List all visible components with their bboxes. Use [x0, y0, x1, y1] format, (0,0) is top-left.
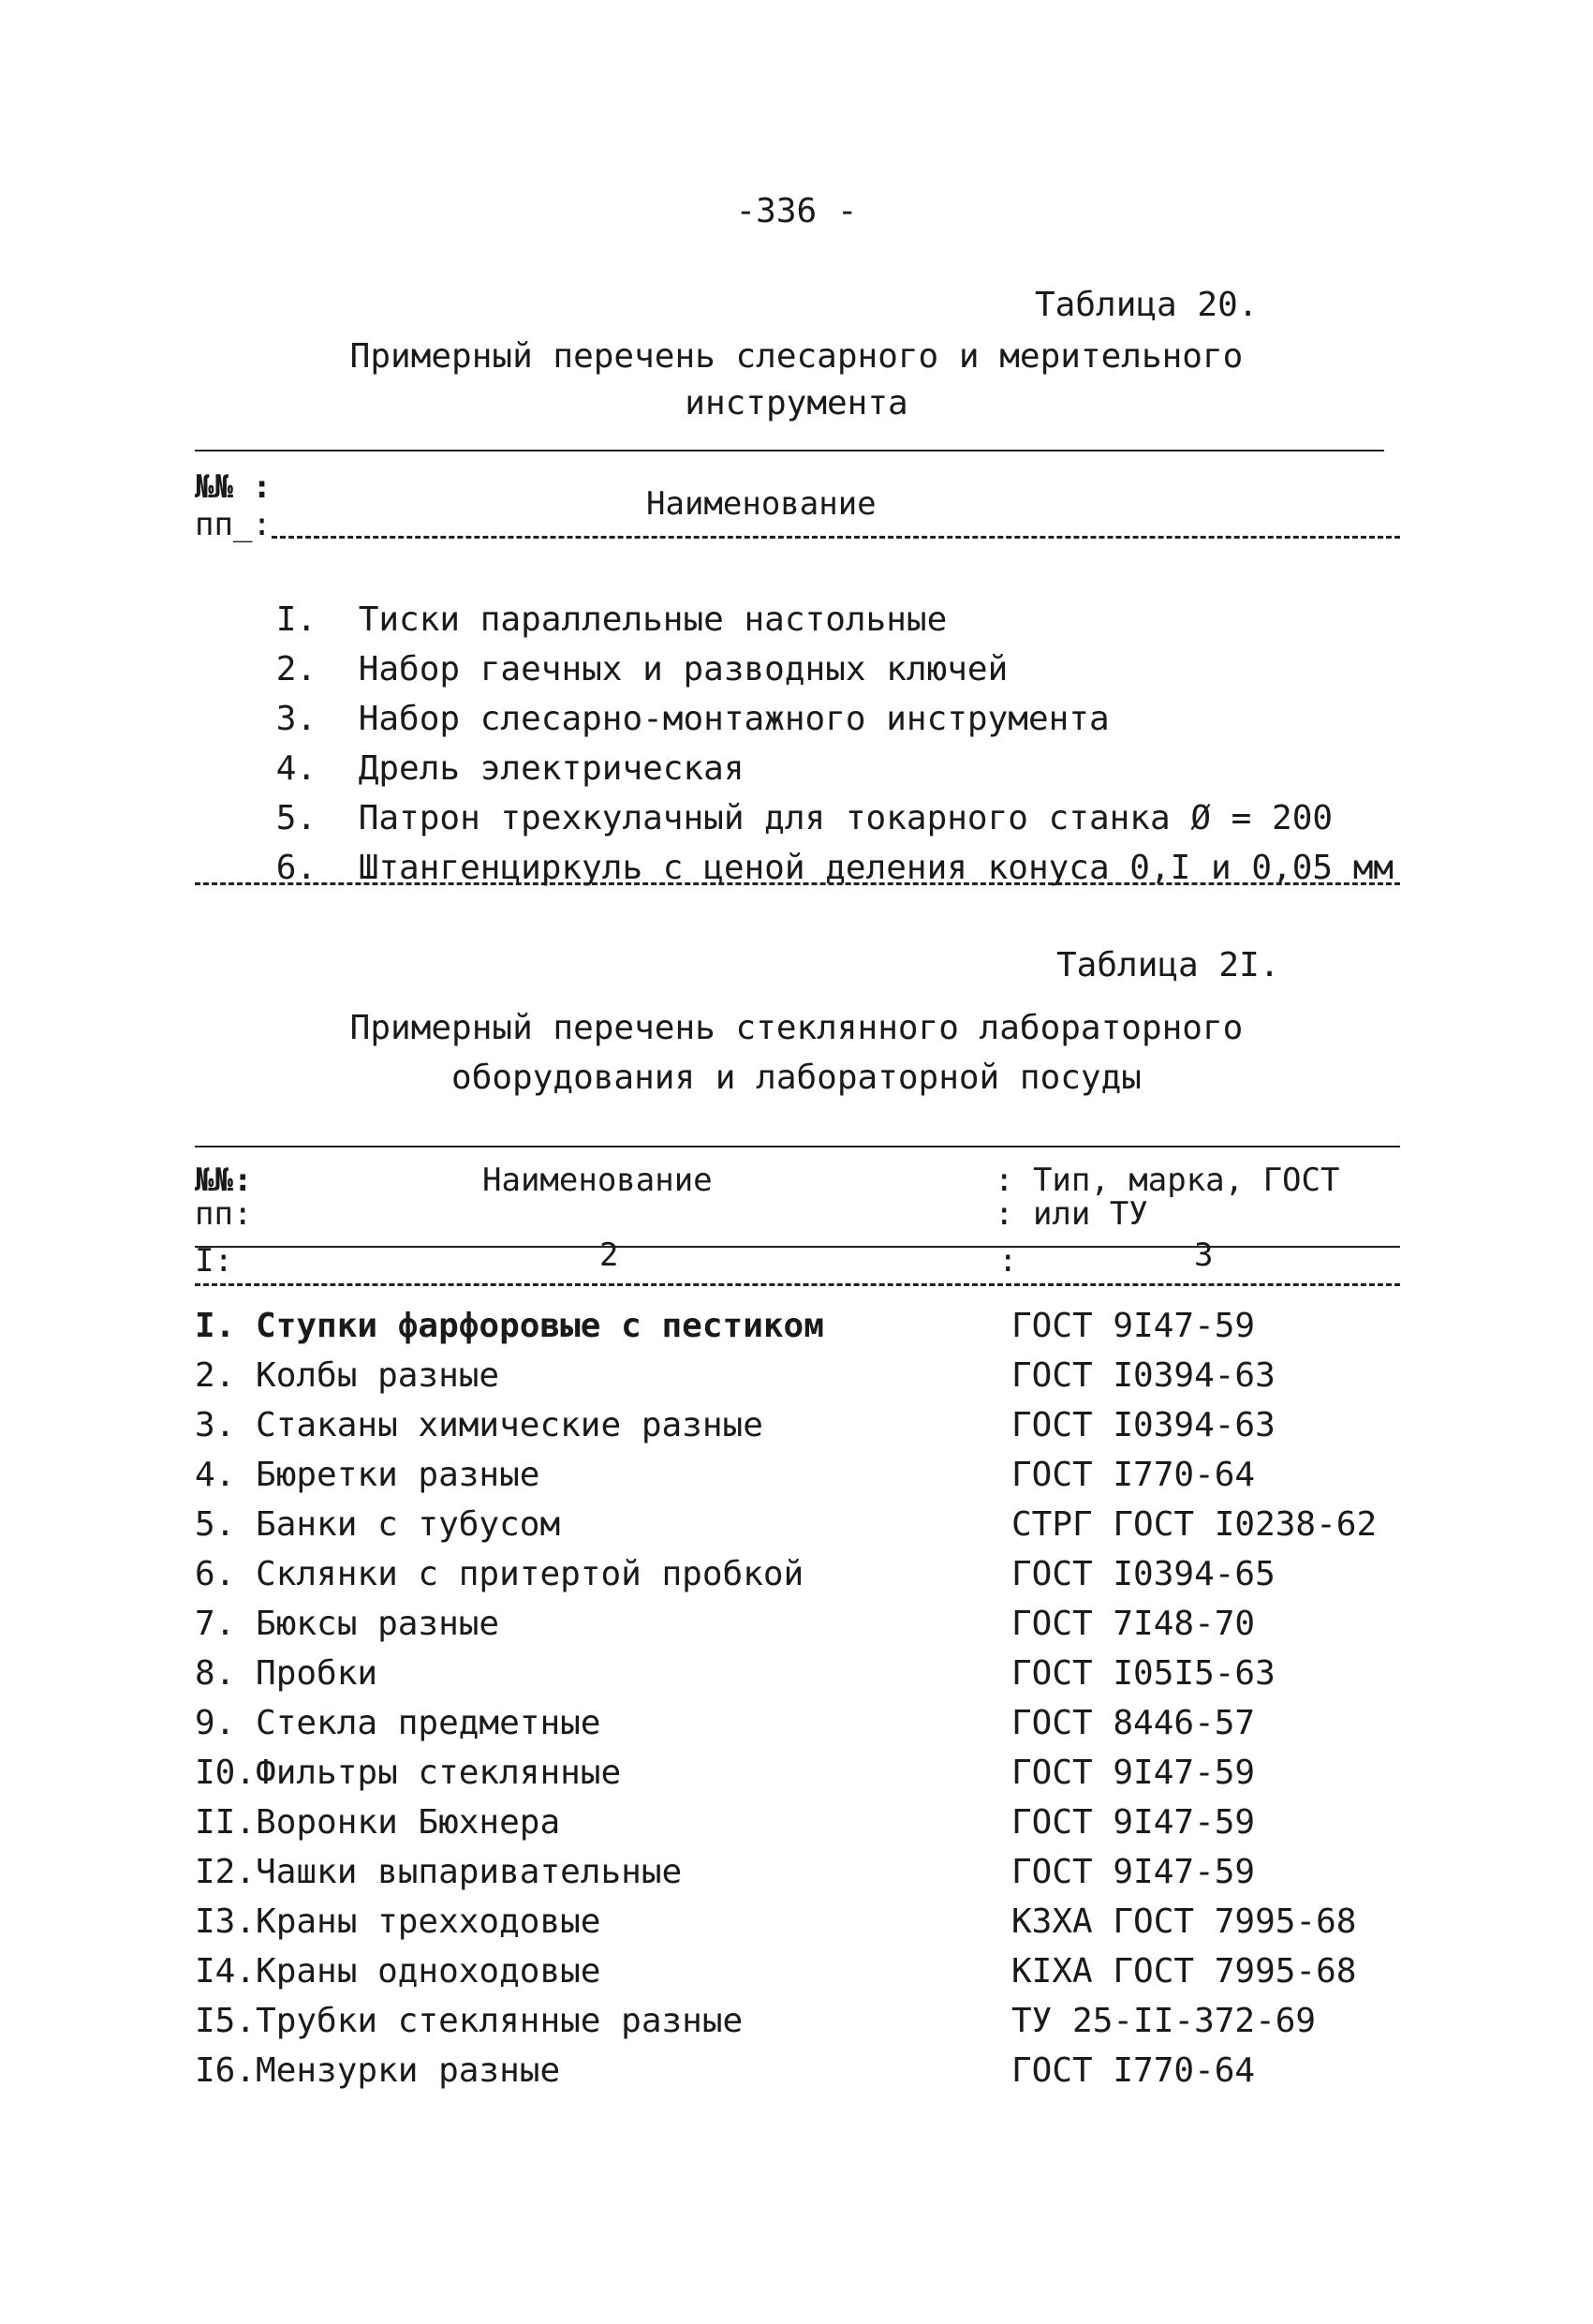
table21-col-separator: :	[998, 1242, 1018, 1280]
row-number: 5.	[275, 799, 317, 837]
table21-row-std: ГОСТ 9I47-59	[1011, 1803, 1256, 1842]
row-name: Дрель электрическая	[358, 749, 745, 788]
row-number: 2.	[275, 650, 317, 688]
table21-header-num-line1: №№:	[195, 1162, 253, 1199]
table21-row-std: ГОСТ I770-64	[1011, 2051, 1256, 2090]
table21-row-std: КЗХА ГОСТ 7995-68	[1011, 1902, 1357, 1941]
table21-col2-label: 2	[599, 1236, 619, 1274]
table21-title-line1: Примерный перечень стеклянного лабораторного	[349, 1009, 1244, 1047]
row-name: Патрон трехкулачный для токарного станка Ø = 200	[358, 799, 1334, 837]
table21-row-std: ГОСТ 9I47-59	[1011, 1853, 1256, 1891]
row-number: 6.	[275, 849, 317, 887]
table20-caption: Таблица 20.	[1035, 286, 1259, 324]
row-name: 8. Пробки	[195, 1654, 378, 1693]
table21-header-num-line2: пп:	[195, 1195, 253, 1233]
row-name: 3. Стаканы химические разные	[195, 1406, 763, 1444]
row-number: 3.	[275, 700, 317, 738]
table20-header-num-line2: пп_:	[195, 506, 272, 543]
row-name: 5. Банки с тубусом	[195, 1505, 561, 1544]
table21-row	[195, 2002, 743, 2040]
table20-row	[195, 810, 1394, 925]
row-name: 9. Стекла предметные	[195, 1704, 601, 1742]
table21-row	[195, 2051, 560, 2090]
table21-row	[195, 1704, 600, 1742]
row-name: Тиски параллельные настольные	[358, 600, 948, 639]
table21-row-std: ГОСТ I05I5-63	[1011, 1654, 1276, 1693]
row-name: I3.Краны трехходовые	[195, 1902, 601, 1941]
row-number: I.	[275, 600, 317, 639]
table21-row-std: ТУ 25-II-372-69	[1011, 2002, 1317, 2040]
row-name: Набор гаечных и разводных ключей	[358, 650, 1009, 688]
table21-row	[195, 1654, 377, 1693]
table21-row-std: ГОСТ I0394-65	[1011, 1555, 1276, 1593]
table20-header-num-line1: №№ :	[195, 468, 272, 506]
table21-header-name: Наименование	[482, 1162, 713, 1199]
table21-row	[195, 1505, 560, 1544]
table21-mid-rule	[195, 1246, 1400, 1248]
table20-top-rule	[195, 450, 1384, 451]
table21-top-rule	[195, 1146, 1400, 1147]
table20-bottom-rule	[195, 882, 1400, 885]
table20-header-rule	[272, 536, 1400, 539]
table21-row-std: ГОСТ I0394-63	[1011, 1356, 1276, 1395]
row-name: I6.Мензурки разные	[195, 2051, 561, 2090]
table21-row	[195, 1456, 539, 1494]
table21-row	[195, 1406, 763, 1444]
table21-header-type-line2: : или ТУ	[995, 1195, 1148, 1233]
table21-header-type-line1: : Тип, марка, ГОСТ	[995, 1162, 1340, 1199]
table21-row	[195, 1356, 499, 1395]
table20-header-name: Наименование	[646, 485, 877, 523]
row-name: I2.Чашки выпаривательные	[195, 1853, 683, 1891]
table21-row	[195, 1555, 804, 1593]
table21-row	[195, 1853, 682, 1891]
table21-row	[195, 1754, 621, 1792]
page-number: -336 -	[735, 192, 858, 230]
row-name: Штангенциркуль с ценой деления конуса 0,I и 0,05 мм	[358, 849, 1394, 887]
table21-caption: Таблица 2I.	[1056, 946, 1280, 984]
table21-row-std: КIХА ГОСТ 7995-68	[1011, 1952, 1357, 1991]
table21-title-line2: оборудования и лабораторной посуды	[451, 1058, 1142, 1097]
row-name: I4.Краны одноходовые	[195, 1952, 601, 1991]
table20-title-line2: инструмента	[685, 384, 908, 422]
row-name: Набор слесарно-монтажного инструмента	[358, 700, 1110, 738]
row-name: 6. Склянки с притертой пробкой	[195, 1555, 804, 1593]
table21-row	[195, 1307, 824, 1345]
table21-header-rule	[195, 1283, 1400, 1286]
row-name: 2. Колбы разные	[195, 1356, 500, 1395]
table21-row	[195, 1902, 600, 1941]
table21-row-std: СТРГ ГОСТ I0238-62	[1011, 1505, 1378, 1544]
table21-col3-label: 3	[1194, 1236, 1214, 1274]
table21-row-std: ГОСТ 7I48-70	[1011, 1605, 1256, 1643]
table21-row-std: ГОСТ 9I47-59	[1011, 1307, 1256, 1345]
table21-row	[195, 1605, 499, 1643]
table21-col1-label: I:	[195, 1242, 233, 1280]
row-name: 7. Бюксы разные	[195, 1605, 500, 1643]
table21-row-std: ГОСТ I770-64	[1011, 1456, 1256, 1494]
row-name: II.Воронки Бюхнера	[195, 1803, 561, 1842]
row-name: I5.Трубки стеклянные разные	[195, 2002, 744, 2040]
table21-row-std: ГОСТ I0394-63	[1011, 1406, 1276, 1444]
table21-row-std: ГОСТ 8446-57	[1011, 1704, 1256, 1742]
row-name: 4. Бюретки разные	[195, 1456, 540, 1494]
row-name: I0.Фильтры стеклянные	[195, 1754, 622, 1792]
row-number: 4.	[275, 749, 317, 788]
table21-row	[195, 1952, 600, 1991]
row-name: I. Ступки фарфоровые с пестиком	[195, 1307, 824, 1345]
table20-title-line1: Примерный перечень слесарного и мерительного	[349, 337, 1244, 376]
table21-row-std: ГОСТ 9I47-59	[1011, 1754, 1256, 1792]
table21-row	[195, 1803, 560, 1842]
